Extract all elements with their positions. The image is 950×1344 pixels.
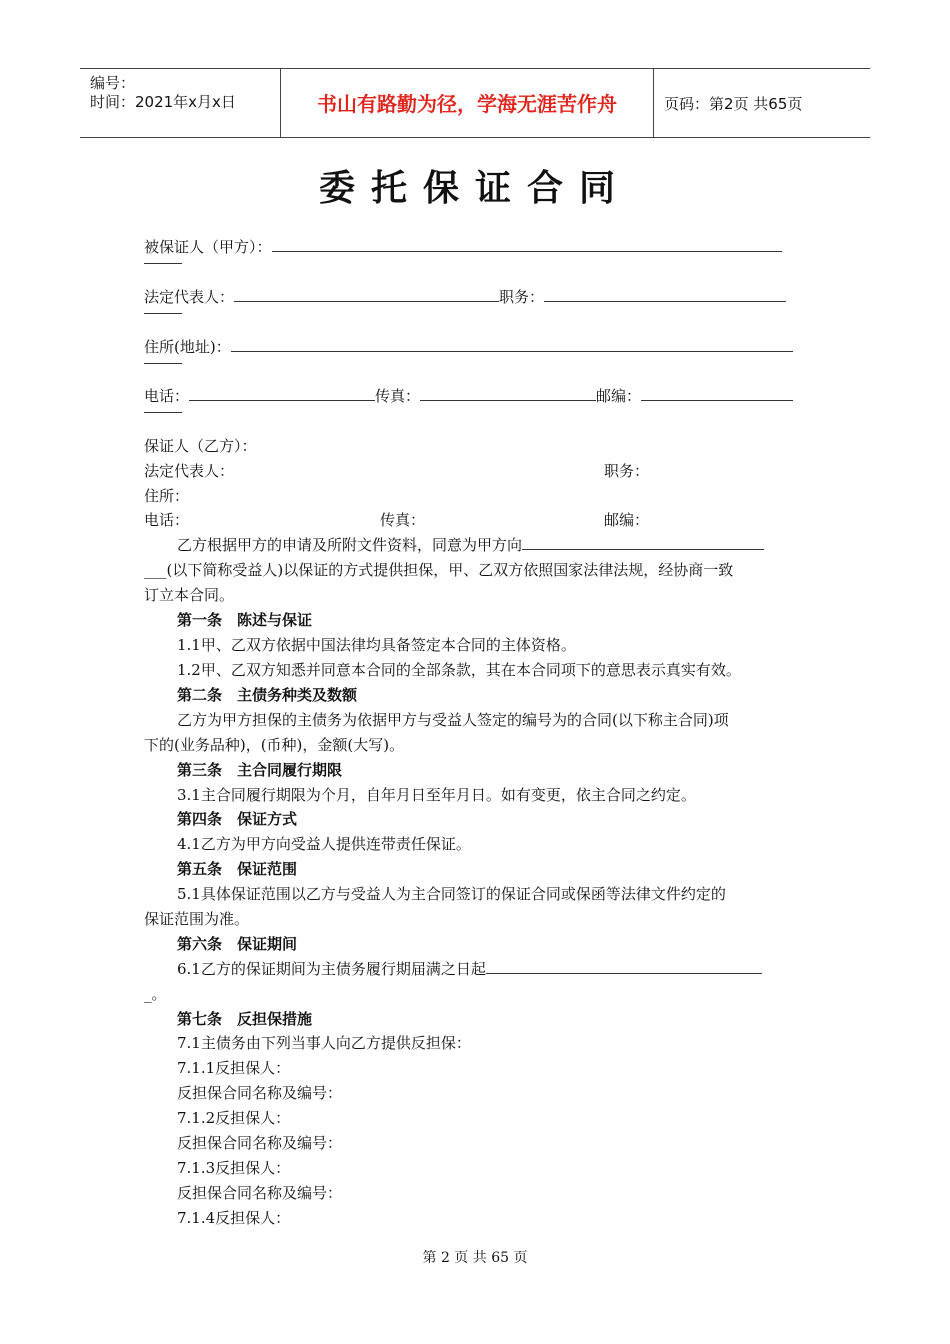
party-a-address-line: [144, 337, 793, 357]
header-meta-cell: [80, 69, 281, 137]
party-b-legal-rep-label: 法定代表人：: [144, 462, 235, 480]
blank-underline: [420, 386, 596, 401]
article-5-line-1: 5.1具体保证范围以乙方与受益人为主合同签订的保证合同或保函等法律文件约定的: [177, 885, 726, 903]
party-a-guaranteed-label: 被保证人（甲方）：: [144, 238, 272, 256]
blank-underline: [144, 362, 182, 364]
blank-underline: [144, 411, 182, 413]
article-7-1-2: 7.1.2反担保人：: [177, 1109, 291, 1127]
line-continuation: [144, 312, 182, 314]
article-6-line-1: [177, 959, 762, 979]
article-6-text: 6.1乙方的保证期间为主债务履行期届满之日起: [177, 960, 486, 978]
article-4-title: 第四条 保证方式: [177, 810, 298, 828]
party-a-address-label: 住所(地址)：: [144, 338, 231, 356]
article-7-contract-3: 反担保合同名称及编号：: [177, 1184, 343, 1202]
party-a-guaranteed-line: [144, 237, 782, 257]
article-3-1: 3.1主合同履行期限为个月，自年月日至年月日。如有变更，依主合同之约定。: [177, 786, 696, 804]
party-b-fax-label: 传真：: [380, 511, 426, 529]
document-number-label: 编号：: [90, 74, 136, 92]
article-7-1: 7.1主债务由下列当事人向乙方提供反担保：: [177, 1034, 471, 1052]
header-motto: 书山有路勤为径，学海无涯苦作舟: [281, 69, 654, 137]
article-2-line-1: 乙方为甲方担保的主债务为依据甲方与受益人签定的编号为的合同(以下称主合同)项: [177, 711, 729, 729]
page-footer: 第 2 页 共 65 页: [422, 1250, 528, 1266]
party-a-postcode-label: 邮编：: [596, 387, 642, 405]
line-continuation: [144, 362, 182, 364]
party-a-contact-line: [144, 386, 793, 406]
article-4-1: 4.1乙方为甲方向受益人提供连带责任保证。: [177, 835, 471, 853]
blank-underline: [522, 535, 764, 550]
article-6-title: 第六条 保证期间: [177, 935, 298, 953]
party-b-postcode-label: 邮编：: [604, 511, 650, 529]
article-7-1-3: 7.1.3反担保人：: [177, 1159, 291, 1177]
party-a-position-label: 职务：: [499, 288, 545, 306]
blank-underline: [234, 287, 499, 302]
document-title: 委托保证合同: [318, 168, 631, 209]
article-6-line-2: _。: [144, 985, 167, 1003]
article-7-contract-1: 反担保合同名称及编号：: [177, 1084, 343, 1102]
party-a-fax-label: 传真：: [375, 387, 421, 405]
blank-underline: [189, 386, 375, 401]
party-b-address-label: 住所：: [144, 487, 190, 505]
blank-underline: [144, 262, 182, 264]
party-b-guarantor-label: 保证人（乙方）：: [144, 437, 257, 455]
document-header: [80, 68, 870, 138]
blank-underline: [486, 959, 762, 974]
intro-line-3: 订立本合同。: [144, 586, 235, 604]
party-a-phone-label: 电话：: [144, 387, 190, 405]
intro-line-2: ___(以下简称受益人)以保证的方式提供担保，甲、乙双方依照国家法律法规，经协商一致: [144, 561, 734, 579]
blank-underline: [641, 386, 793, 401]
article-2-title: 第二条 主债务种类及数额: [177, 686, 358, 704]
blank-underline: [272, 237, 782, 252]
article-5-title: 第五条 保证范围: [177, 860, 298, 878]
blank-underline: [544, 287, 786, 302]
document-time-label: 时间：2021年x月x日: [90, 93, 236, 111]
intro-text: 乙方根据甲方的申请及所附文件资料，同意为甲方向: [177, 536, 523, 554]
party-b-phone-label: 电话：: [144, 511, 190, 529]
article-1-2: 1.2甲、乙双方知悉并同意本合同的全部条款，其在本合同项下的意思表示真实有效。: [177, 661, 741, 679]
article-3-title: 第三条 主合同履行期限: [177, 761, 343, 779]
article-1-1: 1.1甲、乙双方依据中国法律均具备签定本合同的主体资格。: [177, 636, 576, 654]
party-a-legal-rep-line: [144, 287, 786, 307]
header-page-info: 页码：第2页 共65页: [664, 95, 803, 113]
intro-line-1: [177, 535, 764, 555]
line-continuation: [144, 411, 182, 413]
article-2-line-2: 下的(业务品种)，(币种)，金额(大写)。: [144, 736, 405, 754]
party-a-legal-rep-label: 法定代表人：: [144, 288, 235, 306]
article-7-1-4: 7.1.4反担保人：: [177, 1209, 291, 1227]
article-1-title: 第一条 陈述与保证: [177, 611, 313, 629]
blank-underline: [144, 312, 182, 314]
article-7-1-1: 7.1.1反担保人：: [177, 1059, 291, 1077]
article-5-line-2: 保证范围为准。: [144, 910, 250, 928]
blank-underline: [231, 337, 793, 352]
party-b-position-label: 职务：: [604, 462, 650, 480]
article-7-contract-2: 反担保合同名称及编号：: [177, 1134, 343, 1152]
article-7-title: 第七条 反担保措施: [177, 1010, 313, 1028]
line-continuation: [144, 262, 182, 264]
